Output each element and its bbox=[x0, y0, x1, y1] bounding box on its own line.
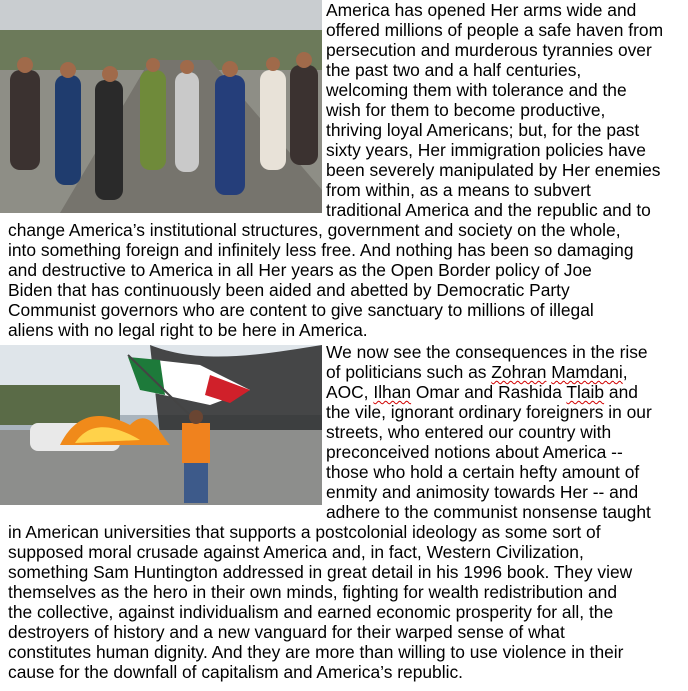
text-line: sixty years, Her immigration policies have bbox=[326, 140, 646, 160]
text-segment: of politicians such as bbox=[326, 362, 492, 382]
text-line: wish for them to become productive, bbox=[326, 100, 606, 120]
paragraph-2 bbox=[0, 342, 688, 682]
text-line: preconceived notions about America -- bbox=[326, 442, 623, 462]
text-line: adhere to the communist nonsense taught bbox=[326, 502, 651, 522]
text-line: streets, who entered our country with bbox=[326, 422, 612, 442]
text-segment: , bbox=[622, 362, 628, 382]
text-line: enmity and animosity towards Her -- and bbox=[326, 482, 639, 502]
text-line: and destructive to America in all Her years as the Open Border policy of Joe bbox=[8, 260, 592, 280]
spellcheck-word[interactable]: Ilhan bbox=[373, 382, 412, 402]
text-line: traditional America and the republic and to bbox=[326, 200, 651, 220]
text-line: the vile, ignorant ordinary foreigners in our bbox=[326, 402, 652, 422]
text-line: the collective, against individualism and earned economic prosperity for all, the bbox=[8, 602, 614, 622]
paragraph-1 bbox=[0, 0, 688, 340]
text-line: welcoming them with tolerance and the bbox=[326, 80, 627, 100]
text-line: themselves as the hero in their own minds, fighting for wealth redistribution and bbox=[8, 582, 617, 602]
text-line: been severely manipulated by Her enemies bbox=[326, 160, 661, 180]
text-line: offered millions of people a safe haven from bbox=[326, 20, 664, 40]
text-line: supposed moral crusade against America and, in fact, Western Civilization, bbox=[8, 542, 584, 562]
spellcheck-word[interactable]: Mamdani bbox=[551, 362, 623, 382]
text-segment: Omar and Rashida bbox=[411, 382, 567, 402]
text-line: destroyers of history and a new vanguard for their warped sense of what bbox=[8, 622, 565, 642]
spellcheck-word[interactable]: Zohran bbox=[491, 362, 547, 382]
text-line: cause for the downfall of capitalism and America’s republic. bbox=[8, 662, 463, 682]
text-line: persecution and murderous tyrannies over bbox=[326, 40, 652, 60]
text-line: in American universities that supports a postcolonial ideology as some sort of bbox=[8, 522, 601, 542]
text-line: change America’s institutional structures, government and society on the whole, bbox=[8, 220, 621, 240]
text-line: those who hold a certain hefty amount of bbox=[326, 462, 640, 482]
text-segment: and bbox=[604, 382, 638, 402]
text-line: from within, as a means to subvert bbox=[326, 180, 591, 200]
text-segment: AOC, bbox=[326, 382, 374, 402]
text-line: Communist governors who are content to give sanctuary to millions of illegal bbox=[8, 300, 594, 320]
spellcheck-word[interactable]: Tlaib bbox=[566, 382, 605, 402]
text-line: America has opened Her arms wide and bbox=[326, 0, 637, 20]
text-line: constitutes human dignity. And they are more than willing to use violence in their bbox=[8, 642, 624, 662]
text-line bbox=[0, 382, 688, 402]
text-line bbox=[0, 362, 688, 382]
text-line: aliens with no legal right to be here in America. bbox=[8, 320, 368, 340]
text-line: something Sam Huntington addressed in great detail in his 1996 book. They view bbox=[8, 562, 633, 582]
text-line: into something foreign and infinitely less free. And nothing has been so damaging bbox=[8, 240, 634, 260]
text-line: We now see the consequences in the rise bbox=[326, 342, 648, 362]
text-line: Biden that has continuously been aided and abetted by Democratic Party bbox=[8, 280, 570, 300]
text-line: thriving loyal Americans; but, for the past bbox=[326, 120, 640, 140]
text-line: the past two and a half centuries, bbox=[326, 60, 582, 80]
